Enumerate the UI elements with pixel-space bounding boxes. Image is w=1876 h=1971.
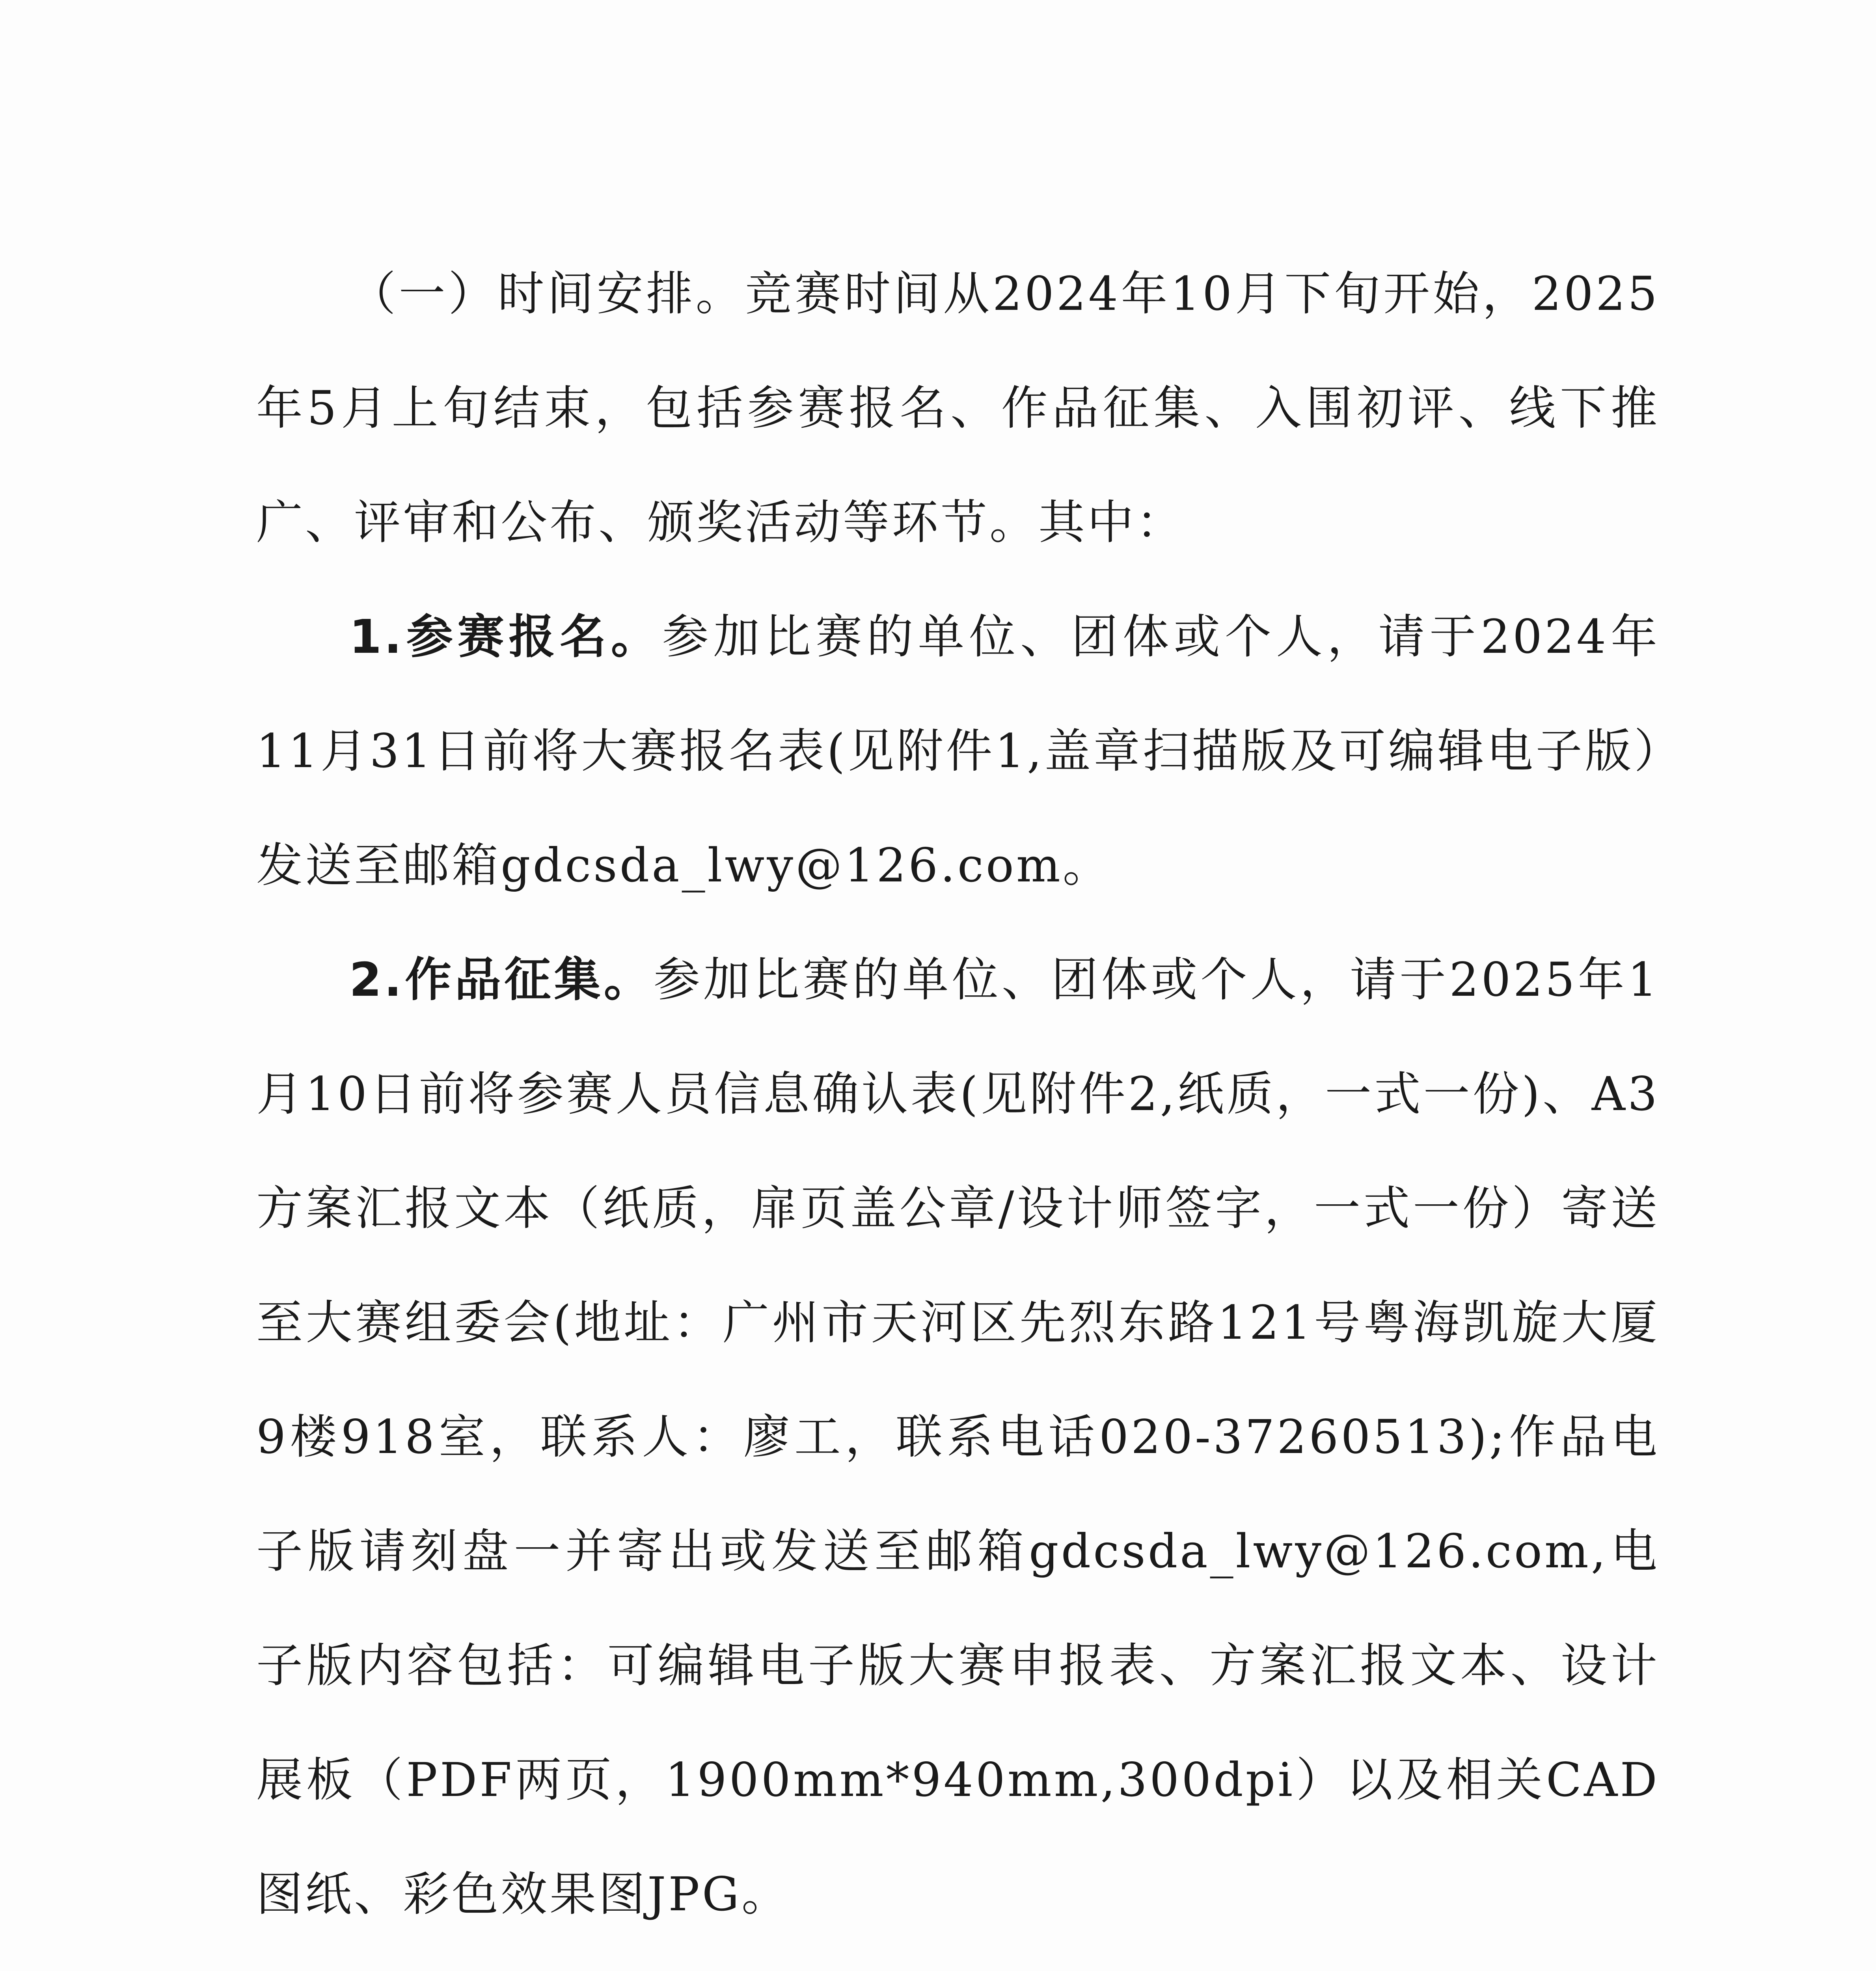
paragraph-lead: 2.作品征集。 — [349, 952, 654, 1007]
paragraph-registration — [256, 579, 1660, 922]
document-body — [256, 237, 1660, 1971]
paragraph-lead: 1.参赛报名。 — [349, 609, 662, 664]
paragraph-preliminary-review — [256, 1951, 1660, 1971]
paragraph-time-schedule — [256, 237, 1660, 579]
paragraph-text: 参加比赛的单位、团体或个人，请于2025年1月10日前将参赛人员信息确认表(见附件2,纸质，一式一份)、A3方案汇报文本（纸质，扉页盖公章/设计师签字，一式一份）寄送至大赛组委会(地址：广州市天河区先烈东路121号粤海凯旋大厦9楼918室，联系人：廖工，联系电话020-37260513);作品电子版请刻盘一并寄出或发送至邮箱gdcsda_lwy@126.com,电子版内容包括：可编辑电子版大赛申报表、方案汇报文本、设计展板（PDF两页，1900mm*940mm,300dpi）以及相关CAD图纸、彩色效果图JPG。 — [256, 952, 1660, 1921]
paragraph-text: （一）时间安排。竞赛时间从2024年10月下旬开始，2025年5月上旬结束，包括参赛报名、作品征集、入围初评、线下推广、评审和公布、颁奖活动等环节。其中： — [256, 266, 1660, 550]
paragraph-text: 参加比赛的单位、团体或个人，请于2024年11月31日前将大赛报名表(见附件1,盖章扫描版及可编辑电子版）发送至邮箱gdcsda_lwy@126.com。 — [256, 609, 1660, 892]
paragraph-submission — [256, 922, 1660, 1951]
